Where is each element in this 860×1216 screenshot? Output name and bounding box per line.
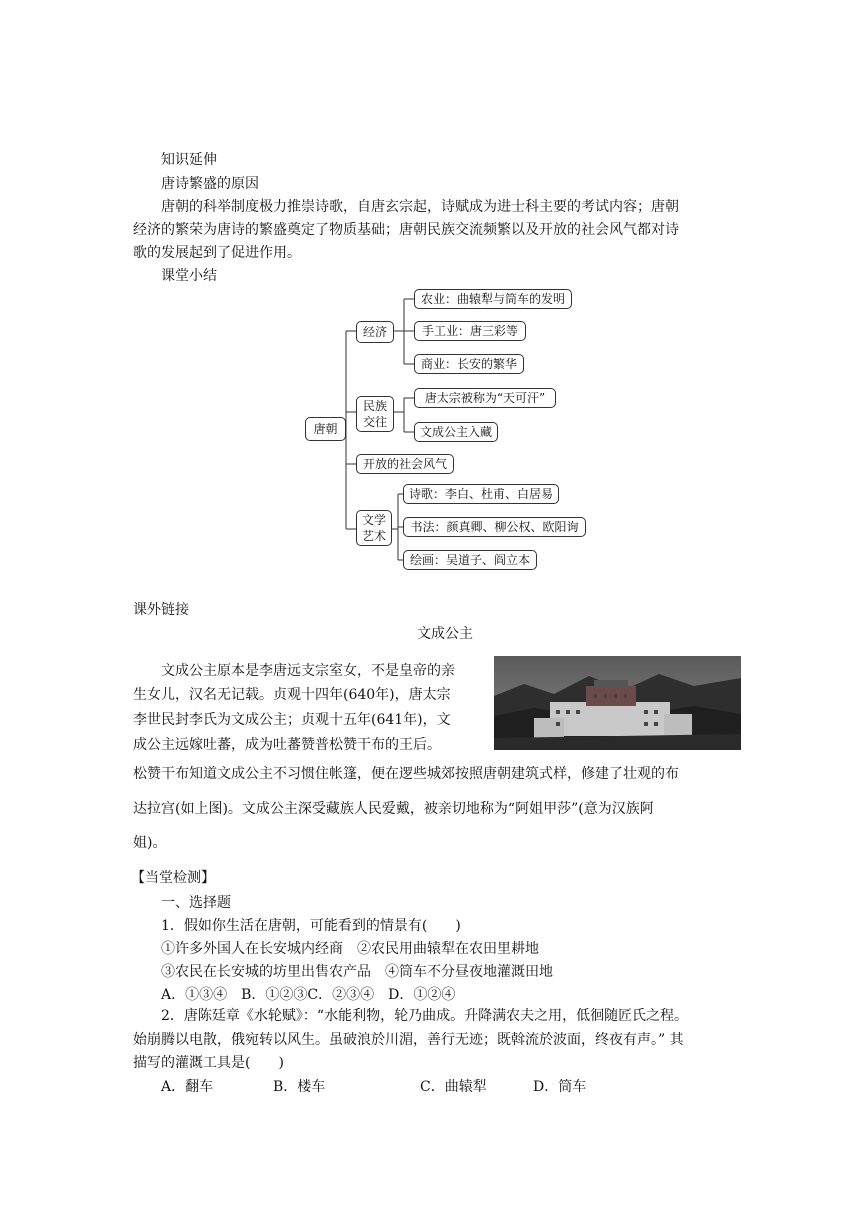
- link-line-1: 文成公主原本是李唐远支宗室女，不是皇帝的亲: [161, 663, 455, 679]
- mind-map-open-society: 开放的社会风气: [356, 454, 454, 474]
- potala-palace-image: [494, 656, 741, 750]
- extension-subheading: 唐诗繁盛的原因: [161, 176, 259, 192]
- link-heading: 课外链接: [133, 602, 189, 618]
- q2-choice-d: D．筒车: [533, 1079, 587, 1095]
- mind-map-ethnic: [356, 396, 394, 432]
- q2-line-3: 描写的灌溉工具是( ): [133, 1055, 284, 1071]
- q1-option-line-1: ①许多外国人在长安城内经商 ②农民用曲辕犁在农田里耕地: [161, 941, 539, 957]
- link-title: 文成公主: [417, 626, 473, 642]
- economy-item-handicraft: 手工业：唐三彩等: [414, 321, 526, 341]
- q1-option-line-2: ③农民在长安城的坊里出售农产品 ④筒车不分昼夜地灌溉田地: [161, 964, 553, 980]
- ethnic-label-line-2: 交往: [363, 415, 388, 429]
- arts-item-painting: 绘画：吴道子、阎立本: [403, 550, 537, 570]
- extension-heading: 知识延伸: [161, 152, 217, 168]
- ethnic-item-tiankehan: 唐太宗被称为“天可汗”: [414, 388, 556, 408]
- mind-map-root: 唐朝: [305, 417, 346, 441]
- link-line-6: 达拉宫(如上图)。文成公主深受藏族人民爱戴，被亲切地称为“阿姐甲莎”(意为汉族阿: [133, 801, 654, 817]
- extension-line-1: 唐朝的科举制度极力推崇诗歌，自唐玄宗起，诗赋成为进士科主要的考试内容；唐朝: [161, 199, 679, 215]
- ethnic-item-wencheng: 文成公主入藏: [414, 422, 498, 442]
- q2-choice-c: C．曲辕犁: [420, 1079, 487, 1095]
- arts-item-calligraphy: 书法：颜真卿、柳公权、欧阳询: [403, 517, 586, 537]
- economy-item-agriculture: 农业：曲辕犁与筒车的发明: [414, 289, 572, 309]
- q2-choice-b: B．楼车: [273, 1079, 326, 1095]
- extension-line-2: 经济的繁荣为唐诗的繁盛奠定了物质基础；唐朝民族交流频繁以及开放的社会风气都对诗: [133, 222, 679, 238]
- q2-line-2: 始崩腾以电散，俄宛转以风生。虽破浪於川湄，善行无迹；既斡流於波面，终夜有声。” 其: [133, 1032, 684, 1048]
- mind-map-economy: 经济: [356, 321, 394, 343]
- q2-choice-a: A．翻车: [161, 1079, 214, 1095]
- link-line-3: 李世民封李氏为文成公主；贞观十五年(641年)，文: [133, 712, 451, 728]
- q2-line-1: 2．唐陈廷章《水轮赋》：“水能利物，轮乃曲成。升降满农夫之用，低徊随匠氏之程。: [161, 1008, 689, 1024]
- q1-stem: 1．假如你生活在唐朝，可能看到的情景有( ): [161, 918, 461, 934]
- test-section: 一、选择题: [161, 895, 231, 911]
- ethnic-label-line-1: 民族: [363, 399, 388, 413]
- arts-item-poetry: 诗歌：李白、杜甫、白居易: [403, 484, 559, 504]
- link-line-4: 成公主远嫁吐蕃，成为吐蕃赞普松赞干布的王后。: [133, 737, 441, 753]
- summary-heading: 课堂小结: [161, 268, 217, 284]
- link-line-7: 姐)。: [133, 835, 167, 851]
- link-line-5: 松赞干布知道文成公主不习惯住帐篷，便在逻些城郊按照唐朝建筑式样，修建了壮观的布: [133, 766, 679, 782]
- extension-line-3: 歌的发展起到了促进作用。: [133, 245, 301, 261]
- economy-item-commerce: 商业：长安的繁华: [414, 354, 524, 374]
- link-line-2: 生女儿，汉名无记载。贞观十四年(640年)，唐太宗: [133, 687, 451, 703]
- arts-label-line-2: 艺术: [362, 529, 387, 543]
- test-heading: 【当堂检测】: [131, 870, 215, 886]
- q1-choices: A．①③④ B．①②③C．②③④ D．①②④: [161, 987, 456, 1003]
- mind-map-arts: [356, 510, 392, 546]
- arts-label-line-1: 文学: [362, 513, 387, 527]
